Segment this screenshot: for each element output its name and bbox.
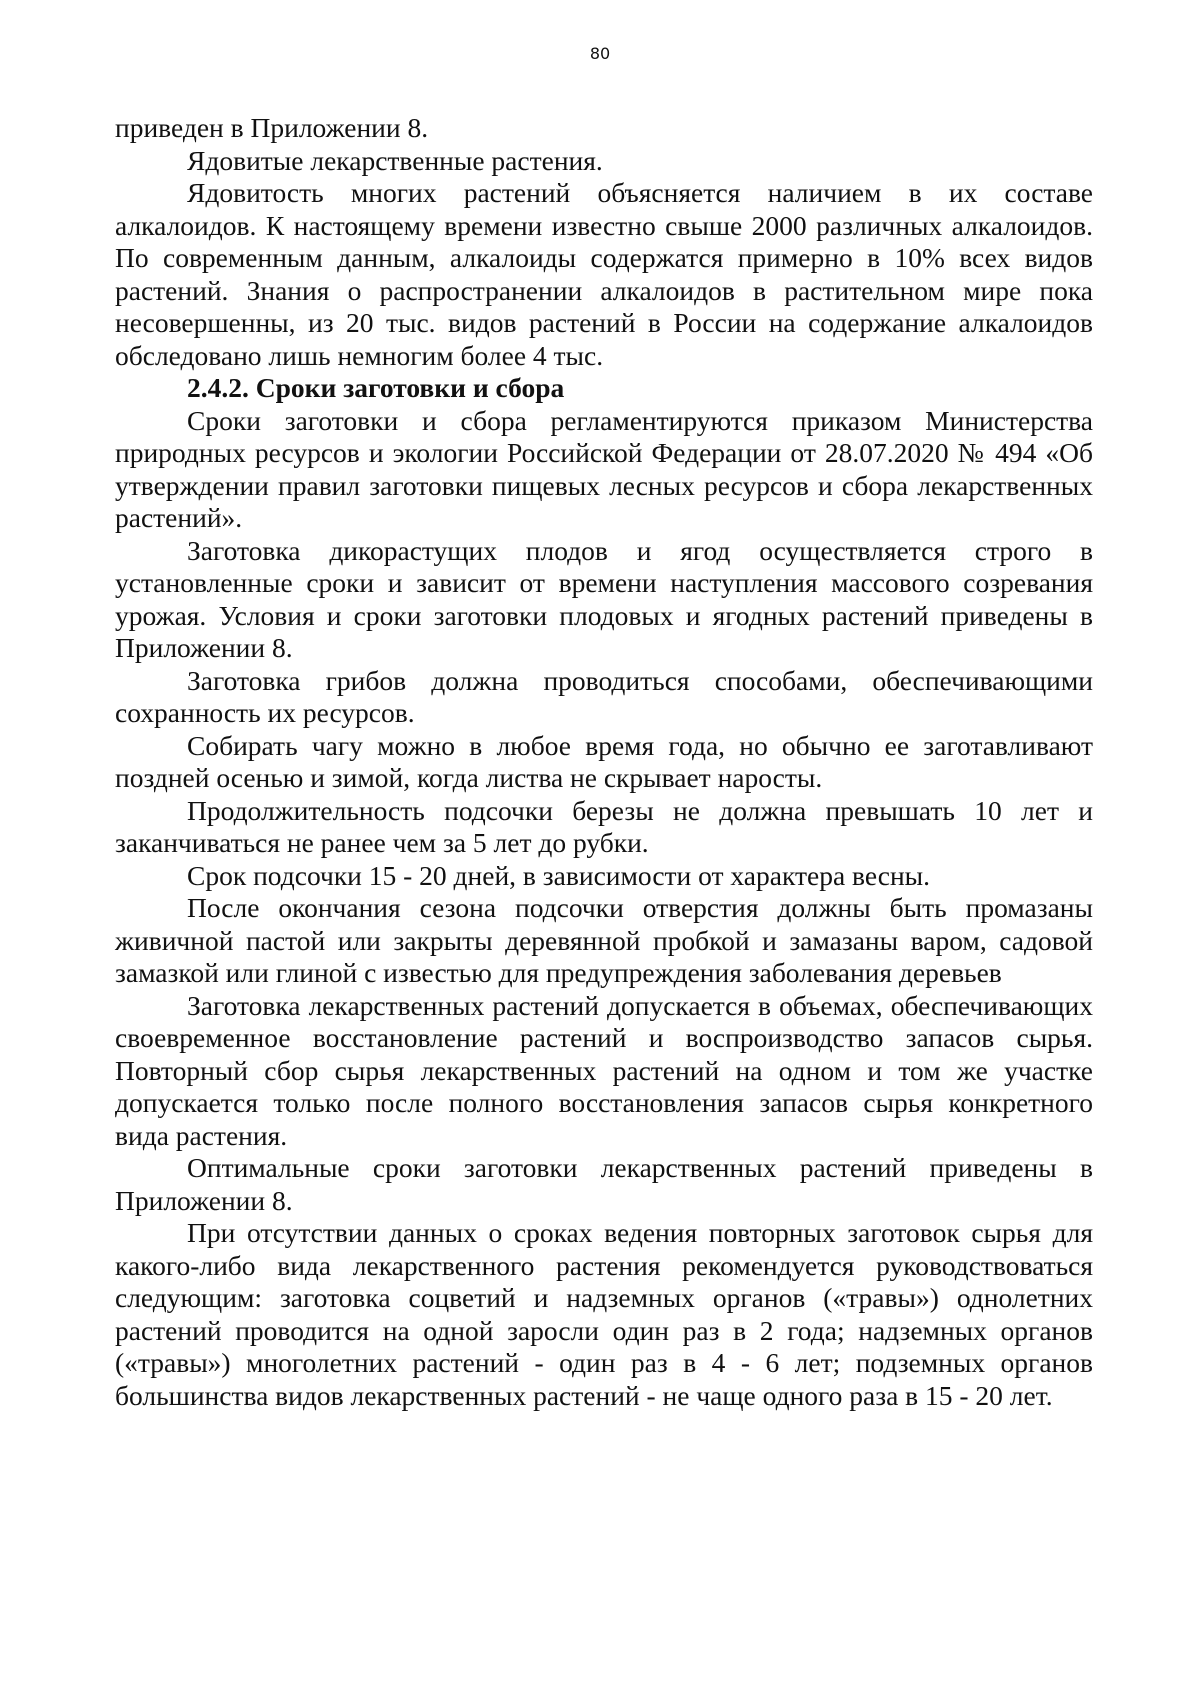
section-heading: 2.4.2. Сроки заготовки и сбора <box>187 372 565 403</box>
paragraph-fruits-berries: Заготовка дикорастущих плодов и ягод осуществляется строго в установленные сроки и зависит от времени наступления массового созревания урожая. Условия и сроки заготовки плодовых и ягодных растений приведены в Приложении 8. <box>115 534 1093 663</box>
page-number: 80 <box>589 44 611 63</box>
paragraph-chaga: Собирать чагу можно в любое время года, но обычно ее заготавливают поздней осенью и зимой, когда листва не скрывает наросты. <box>115 729 1093 793</box>
paragraph-after-tapping: После окончания сезона подсочки отверстия должны быть промазаны живичной пастой или закрыты деревянной пробкой и замазаны варом, садовой замазкой или глиной с известью для предупреждения заболевания деревьев <box>115 892 1093 988</box>
paragraph-continuation: приведен в Приложении 8. <box>115 112 429 143</box>
paragraph-regulation: Сроки заготовки и сбора регламентируются приказом Министерства природных ресурсов и экологии Российской Федерации от 28.07.2020 № 494 «Об утверждении правил заготовки пищевых лесных ресурсов и сбора лекарственных растений». <box>115 404 1093 533</box>
paragraph-poisonous-plants-title: Ядовитые лекарственные растения. <box>187 144 603 176</box>
paragraph-tapping-period: Срок подсочки 15 - 20 дней, в зависимости от характера весны. <box>187 859 931 891</box>
paragraph-tapping-duration: Продолжительность подсочки березы не должна превышать 10 лет и заканчиваться не ранее чем за 5 лет до рубки. <box>115 794 1093 858</box>
paragraph-repeat-harvest: При отсутствии данных о сроках ведения повторных заготовок сырья для какого-либо вида лекарственного растения рекомендуется руководствоваться следующим: заготовка соцветий и надземных органов («травы») однолетних растений проводится на одной заросли один раз в 2 года; надземных органов («травы») многолетних растений - один раз в 4 - 6 лет; подземных органов большинства видов лекарственных растений - не чаще одного раза в 15 - 20 лет. <box>115 1217 1093 1411</box>
paragraph-medicinal-harvest: Заготовка лекарственных растений допускается в объемах, обеспечивающих своевременное восстановление растений и воспроизводство запасов сырья. Повторный сбор сырья лекарственных растений на одном и том же участке допускается только после полного восстановления запасов сырья конкретного вида растения. <box>115 989 1093 1151</box>
paragraph-alkaloids: Ядовитость многих растений объясняется наличием в их составе алкалоидов. К настоящему времени известно свыше 2000 различных алкалоидов. По современным данным, алкалоиды содержатся примерно в 10% всех видов растений. Знания о распространении алкалоидов в растительном мире пока несовершенны, из 20 тыс. видов растений в России на содержание алкалоидов обследовано лишь немногим более 4 тыс. <box>115 177 1093 371</box>
document-body <box>115 112 1093 1412</box>
paragraph-mushrooms: Заготовка грибов должна проводиться способами, обеспечивающими сохранность их ресурсов. <box>115 664 1093 728</box>
paragraph-optimal-terms: Оптимальные сроки заготовки лекарственных растений приведены в Приложении 8. <box>115 1152 1093 1216</box>
